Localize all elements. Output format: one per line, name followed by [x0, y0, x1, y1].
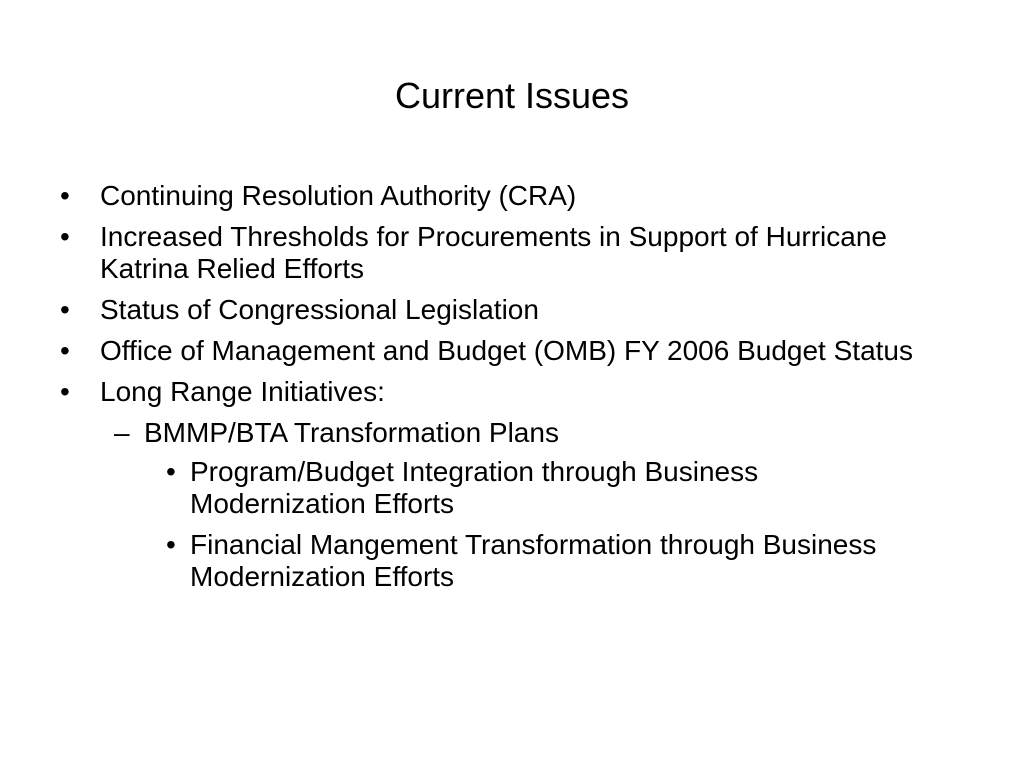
bullet-item: [0, 376, 920, 408]
bullet-marker: •: [166, 456, 176, 487]
bullet-item: [0, 221, 920, 285]
bullet-item: [0, 294, 920, 326]
dash-marker: –: [114, 417, 130, 448]
sub-bullet-text: BMMP/BTA Transformation Plans: [144, 417, 559, 448]
sub-bullet-item: [0, 417, 924, 449]
sub-sub-bullet-text: Financial Mangement Transformation through Business Modernization Efforts: [190, 529, 877, 592]
sub-sub-bullet-item: [0, 529, 910, 593]
slide-title: Current Issues: [394, 75, 630, 116]
bullet-text: Long Range Initiatives:: [100, 376, 385, 407]
sub-sub-bullet-item: [0, 456, 910, 520]
bullet-item: [0, 335, 920, 367]
bullet-marker: •: [60, 221, 70, 252]
sub-sub-bullet-text: Program/Budget Integration through Business Modernization Efforts: [190, 456, 759, 519]
bullet-text: Increased Thresholds for Procurements in Support of Hurricane Katrina Relied Efforts: [100, 221, 887, 284]
bullet-marker: •: [60, 335, 70, 366]
bullet-marker: •: [60, 294, 70, 325]
bullet-list: [0, 180, 1024, 602]
bullet-text: Office of Management and Budget (OMB) FY 2006 Budget Status: [100, 335, 913, 366]
bullet-text: Status of Congressional Legislation: [100, 294, 539, 325]
bullet-marker: •: [166, 529, 176, 560]
bullet-marker: •: [60, 180, 70, 211]
bullet-item: [0, 180, 920, 212]
bullet-text: Continuing Resolution Authority (CRA): [100, 180, 577, 211]
bullet-marker: •: [60, 376, 70, 407]
